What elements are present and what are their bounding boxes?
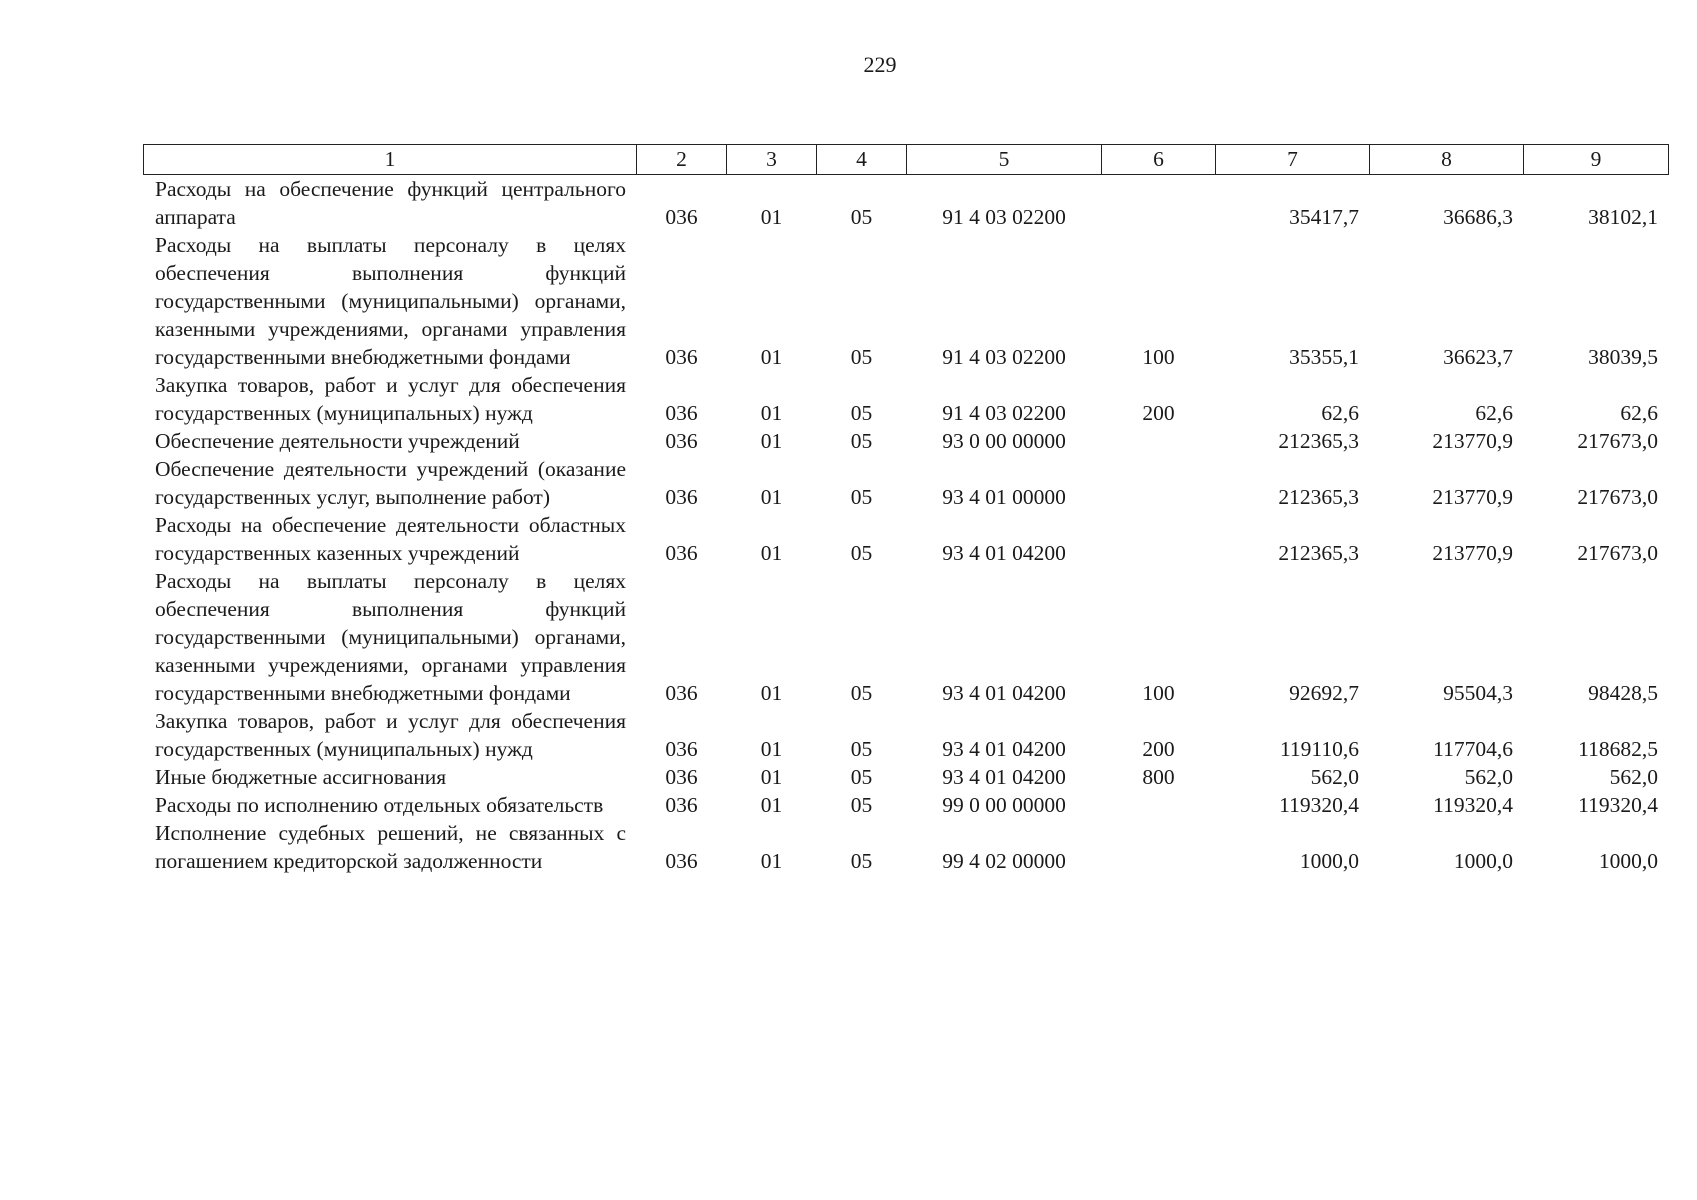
cell-subsection: 05 <box>850 429 873 453</box>
table-row <box>144 427 1669 455</box>
cell-amount-year-1: 35355,1 <box>1289 345 1359 369</box>
row-description: Обеспечение деятельности учреждений <box>155 429 520 453</box>
cell-subsection: 05 <box>850 485 873 509</box>
row-description: Обеспечение деятельности учреждений (оказание государственных услуг, выполнение работ) <box>155 457 626 509</box>
column-header-6: 6 <box>1102 145 1216 175</box>
cell-subsection: 05 <box>850 849 873 873</box>
table-row <box>144 763 1669 791</box>
table-row <box>144 175 1669 232</box>
row-description: Исполнение судебных решений, не связанных с погашением кредиторской задолженности <box>155 821 626 873</box>
table-row <box>144 707 1669 763</box>
table-row <box>144 371 1669 427</box>
cell-subsection: 05 <box>850 205 873 229</box>
cell-section: 01 <box>760 849 783 873</box>
cell-subsection: 05 <box>850 737 873 761</box>
cell-amount-year-2: 213770,9 <box>1432 485 1513 509</box>
cell-subsection: 05 <box>850 793 873 817</box>
cell-amount-year-2: 117704,6 <box>1433 737 1513 761</box>
cell-expense-type: 800 <box>1142 765 1175 789</box>
cell-section: 01 <box>760 345 783 369</box>
cell-section: 01 <box>760 793 783 817</box>
cell-amount-year-1: 212365,3 <box>1278 429 1359 453</box>
table-row <box>144 455 1669 511</box>
cell-subsection: 05 <box>850 681 873 705</box>
cell-target-article: 91 4 03 02200 <box>942 205 1066 229</box>
row-description: Расходы на обеспечение деятельности областных государственных казенных учреждений <box>155 513 626 565</box>
cell-amount-year-1: 35417,7 <box>1289 205 1359 229</box>
cell-amount-year-3: 217673,0 <box>1577 429 1658 453</box>
cell-amount-year-3: 1000,0 <box>1598 849 1658 873</box>
cell-grbs: 036 <box>665 429 698 453</box>
cell-amount-year-3: 119320,4 <box>1578 793 1658 817</box>
cell-expense-type <box>1102 511 1216 567</box>
cell-amount-year-3: 217673,0 <box>1577 541 1658 565</box>
cell-amount-year-2: 95504,3 <box>1443 681 1513 705</box>
table-row <box>144 567 1669 707</box>
cell-amount-year-3: 38102,1 <box>1588 205 1658 229</box>
cell-target-article: 93 4 01 04200 <box>942 737 1066 761</box>
row-description: Иные бюджетные ассигнования <box>155 765 447 789</box>
table-header-row <box>144 145 1669 175</box>
table-row <box>144 231 1669 371</box>
cell-section: 01 <box>760 681 783 705</box>
cell-expense-type: 200 <box>1142 737 1175 761</box>
cell-amount-year-3: 118682,5 <box>1578 737 1658 761</box>
cell-expense-type <box>1102 175 1216 232</box>
cell-grbs: 036 <box>665 485 698 509</box>
cell-grbs: 036 <box>665 681 698 705</box>
cell-expense-type <box>1102 455 1216 511</box>
cell-target-article: 93 4 01 04200 <box>942 765 1066 789</box>
cell-target-article: 93 4 01 04200 <box>942 681 1066 705</box>
cell-amount-year-1: 1000,0 <box>1299 849 1359 873</box>
cell-subsection: 05 <box>850 765 873 789</box>
cell-expense-type: 100 <box>1142 681 1175 705</box>
table-row <box>144 511 1669 567</box>
column-header-9: 9 <box>1524 145 1669 175</box>
cell-grbs: 036 <box>665 765 698 789</box>
cell-expense-type: 100 <box>1142 345 1175 369</box>
cell-section: 01 <box>760 205 783 229</box>
row-description: Расходы на обеспечение функций центрального аппарата <box>155 177 626 229</box>
cell-amount-year-3: 38039,5 <box>1588 345 1658 369</box>
column-header-7: 7 <box>1216 145 1370 175</box>
cell-target-article: 99 0 00 00000 <box>942 793 1066 817</box>
cell-grbs: 036 <box>665 541 698 565</box>
cell-target-article: 99 4 02 00000 <box>942 849 1066 873</box>
cell-section: 01 <box>760 485 783 509</box>
cell-grbs: 036 <box>665 401 698 425</box>
cell-section: 01 <box>760 737 783 761</box>
cell-amount-year-1: 562,0 <box>1310 765 1359 789</box>
cell-grbs: 036 <box>665 205 698 229</box>
cell-grbs: 036 <box>665 849 698 873</box>
page-number: 229 <box>863 52 897 77</box>
cell-amount-year-1: 212365,3 <box>1278 541 1359 565</box>
cell-section: 01 <box>760 765 783 789</box>
cell-section: 01 <box>760 429 783 453</box>
cell-amount-year-2: 36623,7 <box>1443 345 1513 369</box>
cell-grbs: 036 <box>665 345 698 369</box>
cell-amount-year-3: 562,0 <box>1609 765 1658 789</box>
cell-amount-year-1: 212365,3 <box>1278 485 1359 509</box>
cell-amount-year-1: 119110,6 <box>1279 737 1359 761</box>
cell-target-article: 91 4 03 02200 <box>942 345 1066 369</box>
cell-target-article: 91 4 03 02200 <box>942 401 1066 425</box>
table-body <box>144 175 1669 876</box>
cell-amount-year-1: 119320,4 <box>1279 793 1359 817</box>
row-description: Закупка товаров, работ и услуг для обеспечения государственных (муниципальных) нужд <box>155 373 626 425</box>
cell-grbs: 036 <box>665 737 698 761</box>
column-header-4: 4 <box>817 145 907 175</box>
column-header-5: 5 <box>907 145 1102 175</box>
cell-subsection: 05 <box>850 345 873 369</box>
cell-amount-year-2: 562,0 <box>1464 765 1513 789</box>
cell-amount-year-2: 119320,4 <box>1433 793 1513 817</box>
cell-subsection: 05 <box>850 541 873 565</box>
cell-target-article: 93 0 00 00000 <box>942 429 1066 453</box>
cell-amount-year-2: 213770,9 <box>1432 541 1513 565</box>
cell-amount-year-1: 92692,7 <box>1289 681 1359 705</box>
table-row <box>144 791 1669 819</box>
cell-target-article: 93 4 01 00000 <box>942 485 1066 509</box>
column-header-2: 2 <box>637 145 727 175</box>
cell-amount-year-3: 62,6 <box>1620 401 1658 425</box>
row-description: Закупка товаров, работ и услуг для обеспечения государственных (муниципальных) нужд <box>155 709 626 761</box>
cell-amount-year-2: 62,6 <box>1475 401 1513 425</box>
cell-amount-year-2: 1000,0 <box>1453 849 1513 873</box>
cell-section: 01 <box>760 541 783 565</box>
cell-subsection: 05 <box>850 401 873 425</box>
cell-expense-type <box>1102 791 1216 819</box>
cell-expense-type <box>1102 427 1216 455</box>
cell-amount-year-2: 213770,9 <box>1432 429 1513 453</box>
cell-amount-year-1: 62,6 <box>1321 401 1359 425</box>
row-description: Расходы на выплаты персоналу в целях обеспечения выполнения функций государственными (муниципальными) органами, казенными учреждениями, органами управления государственными внебюджетными фондами <box>155 569 626 705</box>
row-description: Расходы по исполнению отдельных обязательств <box>155 793 604 817</box>
cell-amount-year-2: 36686,3 <box>1443 205 1513 229</box>
cell-amount-year-3: 98428,5 <box>1588 681 1658 705</box>
cell-target-article: 93 4 01 04200 <box>942 541 1066 565</box>
row-description: Расходы на выплаты персоналу в целях обеспечения выполнения функций государственными (муниципальными) органами, казенными учреждениями, органами управления государственными внебюджетными фондами <box>155 233 626 369</box>
cell-expense-type: 200 <box>1142 401 1175 425</box>
cell-amount-year-3: 217673,0 <box>1577 485 1658 509</box>
cell-grbs: 036 <box>665 793 698 817</box>
column-header-8: 8 <box>1370 145 1524 175</box>
cell-section: 01 <box>760 401 783 425</box>
budget-table <box>143 144 1669 875</box>
table-row <box>144 819 1669 875</box>
column-header-3: 3 <box>727 145 817 175</box>
column-header-1: 1 <box>144 145 637 175</box>
cell-expense-type <box>1102 819 1216 875</box>
